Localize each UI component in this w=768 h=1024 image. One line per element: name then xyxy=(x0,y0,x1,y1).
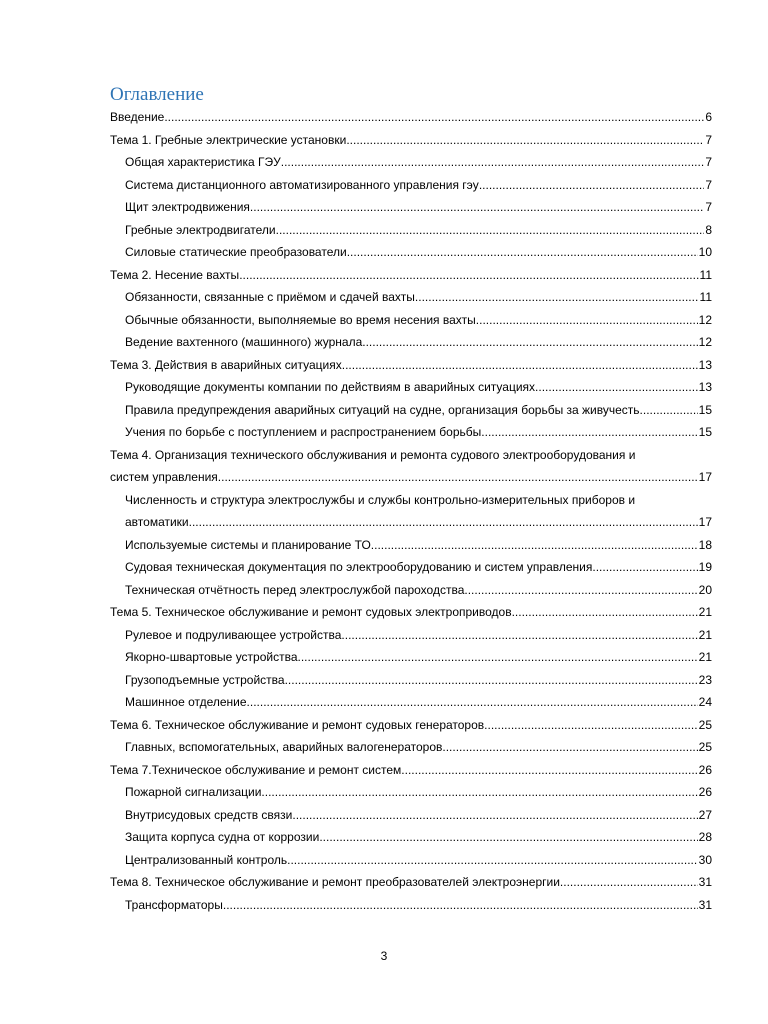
toc-subsection-entry[interactable] xyxy=(110,646,712,669)
toc-entry-page-number: 19 xyxy=(698,560,712,574)
toc-entry-page-number: 27 xyxy=(698,807,712,822)
toc-entry-title: Введение xyxy=(110,110,165,124)
toc-entry-title: Силовые статические преобразователи xyxy=(125,245,347,259)
toc-entry-title: Тема 5. Техническое обслуживание и ремонт судовых электроприводов xyxy=(110,605,512,619)
toc-subsection-entry[interactable] xyxy=(110,534,712,557)
toc-section-entry[interactable] xyxy=(110,601,712,624)
toc-entry-title: Тема 1. Гребные электрические установки xyxy=(110,132,347,147)
toc-entry-title: Главных, вспомогательных, аварийных валогенераторов xyxy=(125,740,443,754)
dot-leader xyxy=(319,826,697,849)
toc-entry-page-number: 10 xyxy=(698,245,712,259)
toc-subsection-entry[interactable] xyxy=(110,624,712,647)
toc-entry-page-number: 7 xyxy=(705,132,712,147)
toc-entry-title: Тема 7.Техническое обслуживание и ремонт систем xyxy=(110,762,402,777)
toc-entry-page-number: 21 xyxy=(698,627,712,642)
toc-entry-title: Тема 3. Действия в аварийных ситуациях xyxy=(110,357,342,372)
toc-entry-page-number: 7 xyxy=(705,177,712,192)
dot-leader xyxy=(560,871,698,894)
toc-entry-page-number: 26 xyxy=(698,762,712,777)
toc-subsection-entry[interactable] xyxy=(110,331,712,354)
toc-entry-title: Внутрисудовых средств связи xyxy=(125,807,293,822)
toc-entry-title: Техническая отчётность перед электрослужбой пароходства xyxy=(125,582,465,597)
toc-section-entry[interactable] xyxy=(110,106,712,129)
dot-leader xyxy=(261,781,697,804)
toc-subsection-entry[interactable] xyxy=(110,894,712,917)
toc-entry-page-number: 11 xyxy=(699,267,712,282)
dot-leader xyxy=(285,669,698,692)
dot-leader xyxy=(401,759,697,782)
toc-entry-page-number: 7 xyxy=(705,155,712,169)
dot-leader xyxy=(276,219,705,242)
dot-leader xyxy=(292,804,697,827)
toc-entry-page-number: 15 xyxy=(698,402,712,417)
toc-entry-title-line1: Тема 4. Организация технического обслуживания и ремонта судового электрооборудования и xyxy=(110,447,636,462)
toc-entry-title: Гребные электродвигатели xyxy=(125,222,276,237)
toc-entry-page-number: 25 xyxy=(698,717,712,732)
toc-entry-title: Централизованный контроль xyxy=(125,852,288,867)
toc-subsection-entry[interactable] xyxy=(110,151,712,174)
dot-leader xyxy=(535,376,698,399)
toc-subsection-entry[interactable] xyxy=(110,219,712,242)
toc-entry-page-number: 25 xyxy=(698,740,712,754)
toc-entry-page-number: 26 xyxy=(698,785,712,799)
toc-entry-page-number: 7 xyxy=(705,200,712,214)
toc-entry-title: Защита корпуса судна от коррозии xyxy=(125,830,320,844)
toc-subsection-entry[interactable] xyxy=(110,826,712,849)
dot-leader xyxy=(512,601,698,624)
toc-subsection-entry[interactable] xyxy=(110,241,712,264)
toc-subsection-entry[interactable] xyxy=(110,376,712,399)
toc-entry-title: Система дистанционного автоматизированного управления гэу xyxy=(125,177,479,192)
toc-list xyxy=(110,106,712,916)
toc-entry-page-number: 21 xyxy=(698,650,712,664)
dot-leader xyxy=(347,241,698,264)
toc-entry-page-number: 11 xyxy=(699,290,712,304)
toc-subsection-entry[interactable] xyxy=(110,174,712,197)
toc-entry-title: Обязанности, связанные с приёмом и сдачей вахты xyxy=(125,290,415,304)
page-number: 3 xyxy=(380,949,388,963)
toc-entry-page-number: 31 xyxy=(698,875,712,889)
toc-section-entry[interactable] xyxy=(110,444,712,489)
dot-leader xyxy=(484,714,697,737)
toc-section-entry[interactable] xyxy=(110,759,712,782)
toc-entry-title: Правила предупреждения аварийных ситуаций на судне, организация борьбы за живучесть xyxy=(125,402,640,417)
toc-subsection-entry[interactable] xyxy=(110,736,712,759)
toc-entry-title: Тема 2. Несение вахты xyxy=(110,267,240,282)
dot-leader xyxy=(298,646,698,669)
dot-leader xyxy=(442,736,697,759)
dot-leader xyxy=(592,556,697,579)
toc-heading: Оглавление xyxy=(110,84,204,105)
toc-entry-title: Судовая техническая документация по электрооборудованию и систем управления xyxy=(125,560,593,574)
dot-leader xyxy=(346,129,704,152)
toc-entry-page-number: 17 xyxy=(698,470,712,484)
toc-entry-page-number: 31 xyxy=(698,897,712,912)
toc-subsection-entry[interactable] xyxy=(110,669,712,692)
toc-entry-title: Тема 8. Техническое обслуживание и ремонт преобразователей электроэнергии xyxy=(110,875,560,889)
toc-entry-page-number: 20 xyxy=(698,582,712,597)
toc-subsection-entry[interactable] xyxy=(110,489,712,534)
dot-leader xyxy=(287,849,698,872)
toc-entry-page-number: 6 xyxy=(705,110,712,124)
toc-entry-title: Рулевое и подруливающее устройства xyxy=(125,627,342,642)
toc-entry-title: Тема 6. Техническое обслуживание и ремонт судовых генераторов xyxy=(110,717,485,732)
dot-leader xyxy=(640,399,698,422)
toc-section-entry[interactable] xyxy=(110,871,712,894)
toc-entry-page-number: 15 xyxy=(698,425,712,439)
dot-leader xyxy=(415,286,699,309)
dot-leader xyxy=(281,151,705,174)
dot-leader xyxy=(481,421,697,444)
toc-entry-page-number: 13 xyxy=(698,380,712,394)
toc-entry-page-number: 28 xyxy=(698,830,712,844)
dot-leader xyxy=(189,511,698,534)
dot-leader xyxy=(341,624,697,647)
toc-subsection-entry[interactable] xyxy=(110,579,712,602)
dot-leader xyxy=(223,894,698,917)
toc-entry-page-number: 21 xyxy=(698,605,712,619)
toc-entry-title-line1: Численность и структура электрослужбы и службы контрольно-измерительных приборов и xyxy=(125,492,636,507)
dot-leader xyxy=(342,354,698,377)
dot-leader xyxy=(476,309,698,332)
toc-subsection-entry[interactable] xyxy=(110,691,712,714)
toc-section-entry[interactable] xyxy=(110,129,712,152)
dot-leader xyxy=(464,579,697,602)
toc-entry-page-number: 13 xyxy=(698,357,712,372)
toc-subsection-entry[interactable] xyxy=(110,781,712,804)
toc-subsection-entry[interactable] xyxy=(110,804,712,827)
toc-entry-title: автоматики xyxy=(125,515,189,529)
toc-subsection-entry[interactable] xyxy=(110,421,712,444)
toc-entry-title: Учения по борьбе с поступлением и распространением борьбы xyxy=(125,425,482,439)
toc-entry-page-number: 23 xyxy=(698,672,712,687)
dot-leader xyxy=(247,691,698,714)
toc-section-entry[interactable] xyxy=(110,714,712,737)
dot-leader xyxy=(164,106,704,129)
toc-entry-page-number: 24 xyxy=(698,695,712,709)
dot-leader xyxy=(479,174,705,197)
toc-entry-page-number: 30 xyxy=(698,852,712,867)
toc-entry-title: Трансформаторы xyxy=(125,897,223,912)
toc-entry-title: Пожарной сигнализации xyxy=(125,785,262,799)
toc-subsection-entry[interactable] xyxy=(110,309,712,332)
toc-entry-title: Используемые системы и планирование ТО xyxy=(125,537,371,552)
toc-entry-title: Руководящие документы компании по действиям в аварийных ситуациях xyxy=(125,380,536,394)
dot-leader xyxy=(371,534,698,557)
document-page xyxy=(110,84,712,916)
toc-entry-page-number: 12 xyxy=(698,312,712,327)
toc-entry-title: Якорно-швартовые устройства xyxy=(125,650,298,664)
toc-section-entry[interactable] xyxy=(110,264,712,287)
dot-leader xyxy=(250,196,704,219)
toc-entry-title: Общая характеристика ГЭУ xyxy=(125,155,281,169)
toc-entry-title: Щит электродвижения xyxy=(125,200,250,214)
toc-entry-page-number: 12 xyxy=(698,335,712,349)
dot-leader xyxy=(218,466,698,489)
toc-entry-page-number: 8 xyxy=(705,222,712,237)
toc-subsection-entry[interactable] xyxy=(110,286,712,309)
toc-entry-title: систем управления xyxy=(110,470,218,484)
toc-subsection-entry[interactable] xyxy=(110,849,712,872)
toc-entry-page-number: 18 xyxy=(698,537,712,552)
dot-leader xyxy=(239,264,698,287)
toc-entry-page-number: 17 xyxy=(698,515,712,529)
toc-entry-title: Обычные обязанности, выполняемые во время несения вахты xyxy=(125,312,476,327)
toc-subsection-entry[interactable] xyxy=(110,399,712,422)
toc-entry-title: Грузоподъемные устройства xyxy=(125,672,285,687)
toc-entry-title: Машинное отделение xyxy=(125,695,247,709)
toc-subsection-entry[interactable] xyxy=(110,556,712,579)
dot-leader xyxy=(362,331,697,354)
toc-section-entry[interactable] xyxy=(110,354,712,377)
toc-entry-title: Ведение вахтенного (машинного) журнала xyxy=(125,335,363,349)
toc-subsection-entry[interactable] xyxy=(110,196,712,219)
